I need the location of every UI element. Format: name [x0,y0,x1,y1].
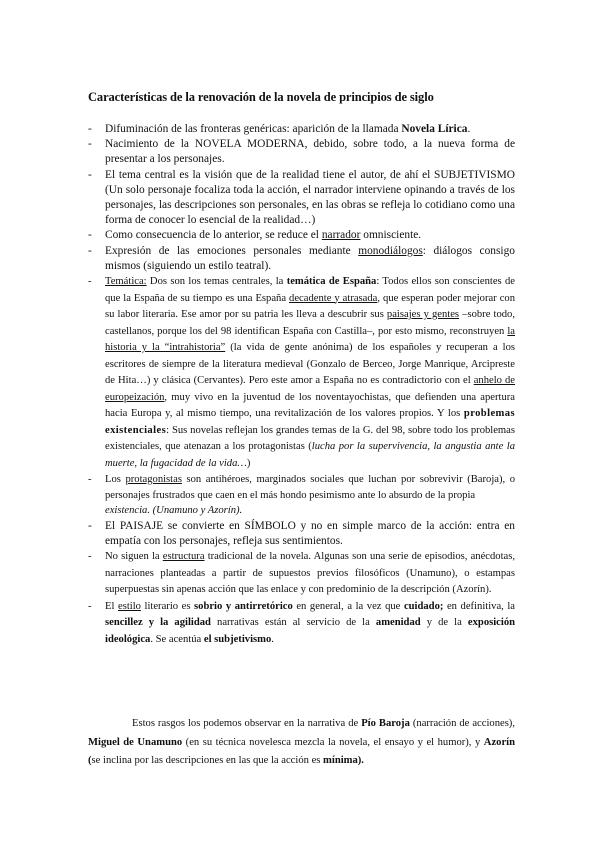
list-dash: - [88,276,92,288]
document-title: Características de la renovación de la novela de principios de siglo [88,90,434,104]
list-dash: - [88,600,92,612]
list-dash: - [88,551,92,563]
list-item: - El estilo literario es sobrio y antirretórico en general, a la vez que cuidado; en definitiva, la sencillez y la agilidad narrativas están al servicio de la amenidad y de la exposición ideológica. Se acentúa el subjetivismo. [88,600,516,645]
list-dash: - [88,244,92,257]
list-dash: - [88,138,92,151]
list-item: - Los protagonistas son antihéroes, marginados sociales que luchan por sobrevivir (Baroja), o personajes frustrados que caen en el más hondo pesimismo ante lo absurdo de la propia existencia. (Unamuno y Azorín). [88,474,515,517]
list-dash: - [88,474,92,486]
list-dash: - [88,519,92,532]
list-item: - No siguen la estructura tradicional de la novela. Algunas son una serie de episodios, anécdotas, narraciones planteadas a partir de supuestos previos filosóficos (Unamuno), o estampas superpuestas sin apenas acción que las enlace y con predominio de la descripción (Azorín). [88,551,516,596]
list-item: - Expresión de las emociones personales mediante monodiálogos: diálogos consigo mismos (siguiendo un estilo teatral). [88,244,515,272]
list-item: - El tema central es la visión que de la realidad tiene el autor, de ahí el SUBJETIVISMO (Un solo personaje focaliza toda la acción, el narrador interviene opinando a través de los personajes, las descripciones son personales, en las obras se refleja lo cotidiano como una forma de conocer lo esencial de la realidad…) [88,168,515,227]
list-item: - Nacimiento de la NOVELA MODERNA, debido, sobre todo, a la nueva forma de presentar a los personajes. [88,138,515,166]
feature-list [88,122,515,648]
list-item: - Difuminación de las fronteras genéricas: aparición de la llamada Novela Lírica. [88,122,515,137]
list-item: - Como consecuencia de lo anterior, se reduce el narrador omnisciente. [88,228,515,243]
list-item: - Temática: Dos son los temas centrales, la temática de España: Todos ellos son conscientes de que la España de su tiempo es una España decadente y atrasada, que esperan poder mejorar con su labor literaria. Ese amor por su patria les lleva a descubrir sus paisajes y gentes –sobre todo, castellanos, porque los del 98 identifican España con Castilla–, por esto mismo, reconstruyen la historia y la “intrahistoria” (la vida de gente anónima) de los españoles y recuperan a los escritores de siempre de la literatura medieval (Gonzalo de Berceo, Jorge Manrique, Arcipreste de Hita…) y clásica (Cervantes). Pero este amor a España no es contradictorio con el anhelo de europeización, muy vivo en la juventud de los noventayochistas, que defienden una apertura hacia Europa y, al mismo tiempo, una revitalización de los valores propios. Y los problemas existenciales: Sus novelas reflejan los grandes temas de la G. del 98, sobre todo los problemas existenciales, que atenazan a los protagonistas (lucha por la supervivencia, la angustia ante la muerte, la fugacidad de la vida…) [88,276,516,469]
list-dash: - [88,229,92,242]
list-item: - El PAISAJE se convierte en SÍMBOLO y no en simple marco de la acción: entra en empatía con los personajes, refleja sus sentimientos. [88,519,515,548]
list-dash: - [88,168,92,181]
list-dash: - [88,123,92,135]
closing-paragraph: Estos rasgos los podemos observar en la narrativa de Pío Baroja (narración de acciones), Miguel de Unamuno (en su técnica novelesca mezcla la novela, el ensayo y el humor), y Azorín (se inclina por las descripciones en las que la acción es mínima). [88,718,515,766]
